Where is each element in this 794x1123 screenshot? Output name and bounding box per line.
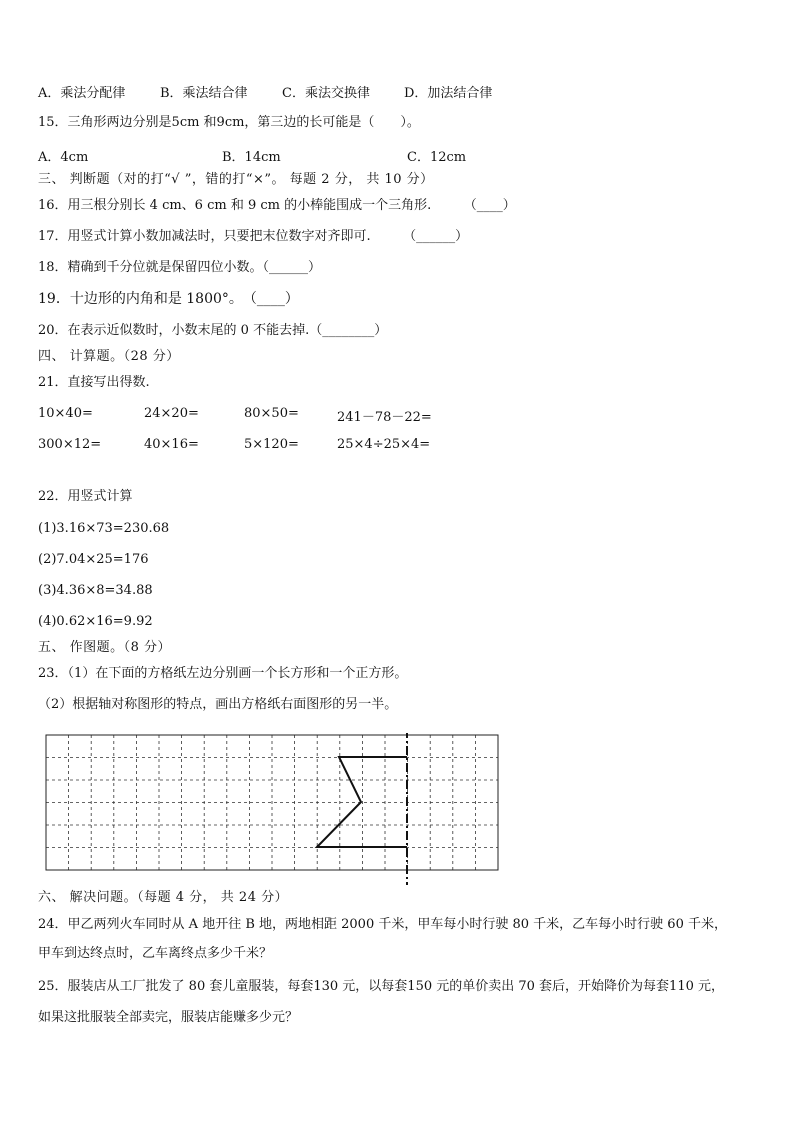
question-24-line-1: 24．甲乙两列火车同时从 A 地开往 B 地，两地相距 2000 千米，甲车每小时行驶 80 千米，乙车每小时行驶 60 千米， xyxy=(38,917,727,932)
calc-item: 40×16= xyxy=(144,437,199,452)
q15-option-a: A．4cm xyxy=(38,150,89,165)
question-25-line-1: 25．服装店从工厂批发了 80 套儿童服装，每套130 元，以每套150 元的单价卖出 70 套后，开始降价为每套110 元， xyxy=(38,979,724,994)
option-b: B．乘法结合律 xyxy=(160,86,248,101)
question-19: 19．十边形的内角和是 1800°。 （____） xyxy=(38,291,299,307)
vertical-calc-item: (4)0.62×16=9.92 xyxy=(38,614,153,629)
vertical-calc-item: (1)3.16×73=230.68 xyxy=(38,521,170,536)
section-4-heading: 四、 计算题。（28 分） xyxy=(38,349,180,364)
question-17: 17．用竖式计算小数加减法时，只要把末位数字对齐即可. （______） xyxy=(38,229,469,244)
vertical-calc-item: (3)4.36×8=34.88 xyxy=(38,583,153,598)
question-22: 22．用竖式计算 xyxy=(38,489,133,504)
grid-lines xyxy=(46,735,498,870)
section-5-heading: 五、 作图题。（8 分） xyxy=(38,640,172,655)
option-d: D．加法结合律 xyxy=(404,86,493,101)
question-21: 21．直接写出得数. xyxy=(38,375,150,390)
calc-item: 300×12= xyxy=(38,437,102,452)
calc-item: 25×4÷25×4= xyxy=(337,437,431,452)
calc-item: 80×50= xyxy=(244,406,299,421)
vertical-calc-item: (2)7.04×25=176 xyxy=(38,552,149,567)
q15-option-b: B．14cm xyxy=(222,150,281,165)
section-6-heading: 六、 解决问题。（每题 4 分， 共 24 分） xyxy=(38,890,289,905)
calc-item: 5×120= xyxy=(244,437,299,452)
question-20: 20．在表示近似数时，小数末尾的 0 不能去掉.（________） xyxy=(38,323,388,338)
calc-item: 24×20= xyxy=(144,406,199,421)
question-24-line-2: 甲车到达终点时，乙车离终点多少千米？ xyxy=(38,946,273,961)
section-3-heading: 三、 判断题（对的打“√ ”，错的打“×”。 每题 2 分， 共 10 分） xyxy=(38,172,434,187)
calc-item: 10×40= xyxy=(38,406,93,421)
grid-paper xyxy=(45,733,505,885)
question-23-part-1: 23．（1）在下面的方格纸左边分别画一个长方形和一个正方形。 xyxy=(38,666,408,681)
question-16: 16．用三根分别长 4 cm、6 cm 和 9 cm 的小棒能围成一个三角形. （____） xyxy=(38,198,516,213)
question-18: 18．精确到千分位就是保留四位小数。（______） xyxy=(38,260,322,275)
option-c: C．乘法交换律 xyxy=(282,86,370,101)
calc-item: 241－78－22= xyxy=(337,410,432,425)
question-15: 15．三角形两边分别是5cm 和9cm，第三边的长可能是（ ）。 xyxy=(38,115,420,130)
option-a: A．乘法分配律 xyxy=(38,86,126,101)
question-25-line-2: 如果这批服装全部卖完，服装店能赚多少元？ xyxy=(38,1010,299,1025)
question-23-part-2: （2）根据轴对称图形的特点，画出方格纸右面图形的另一半。 xyxy=(38,697,398,712)
q15-option-c: C．12cm xyxy=(407,150,467,165)
